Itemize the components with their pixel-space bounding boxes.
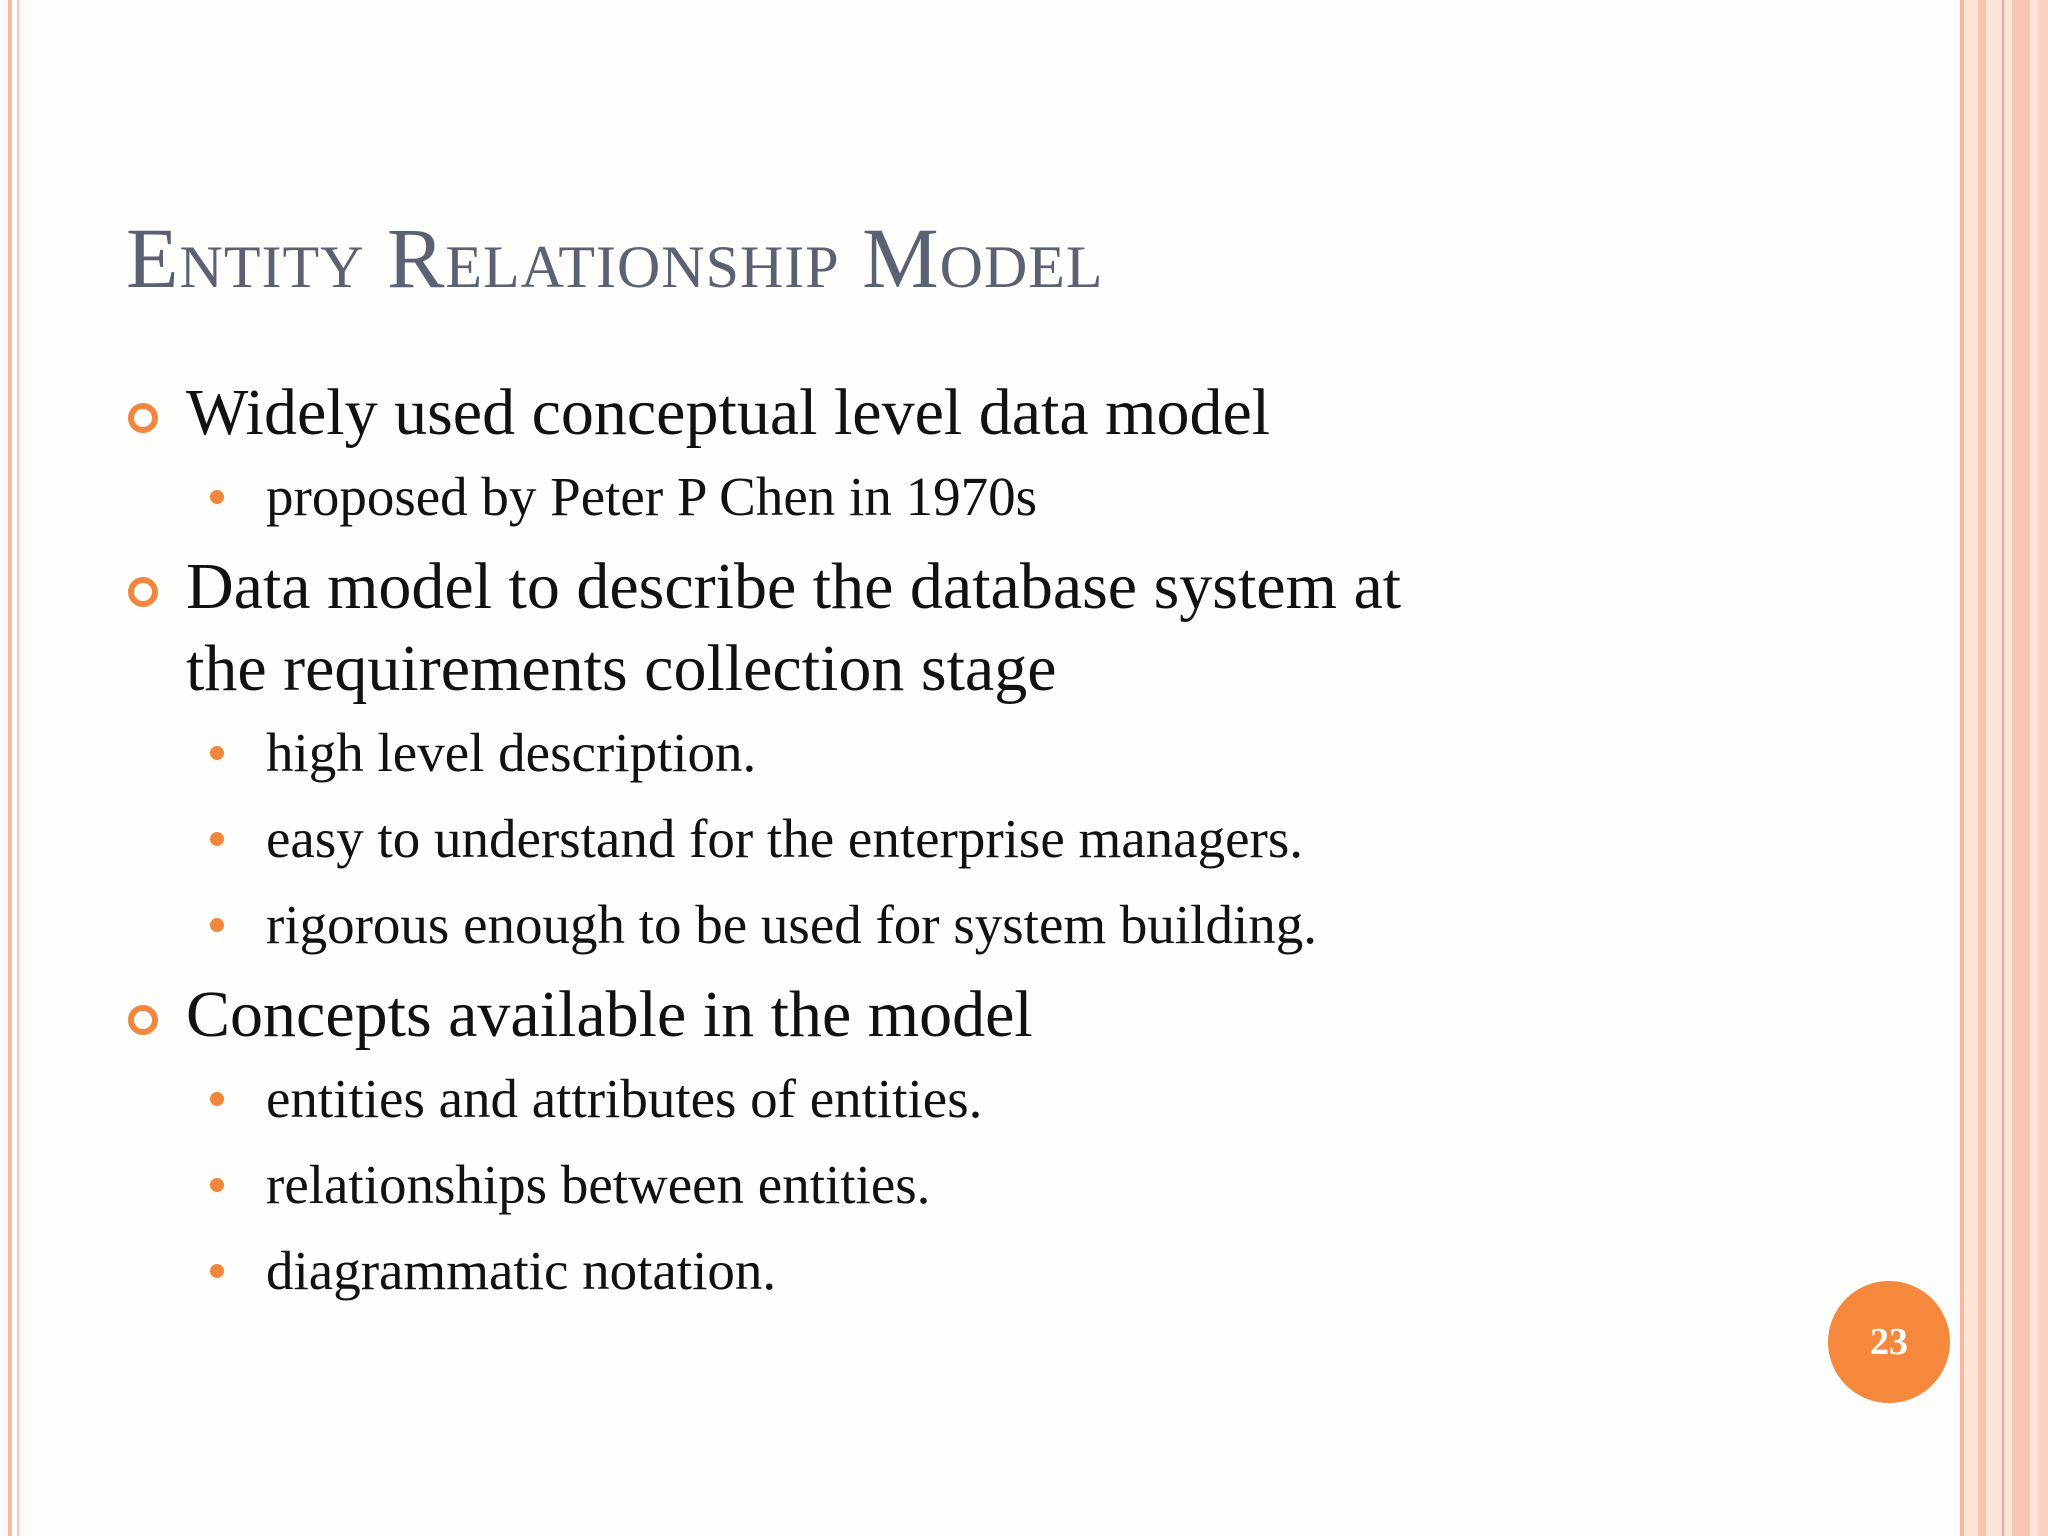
- sub-bullet-item: [126, 1142, 1686, 1228]
- dot-bullet-icon: [210, 1092, 224, 1106]
- bullet-item: [126, 372, 1686, 454]
- right-border-line: [1978, 0, 1986, 1536]
- right-border-line: [2038, 0, 2048, 1536]
- right-border-line: [2002, 0, 2004, 1536]
- sub-bullet-text: diagrammatic notation.: [266, 1240, 777, 1301]
- page-number-badge: 23: [1828, 1281, 1950, 1403]
- right-border-line: [1960, 0, 1964, 1536]
- sub-bullet-text: easy to understand for the enterprise managers.: [266, 808, 1303, 869]
- sub-bullet-item: [126, 1056, 1686, 1142]
- sub-bullet-text: relationships between entities.: [266, 1154, 931, 1215]
- dot-bullet-icon: [210, 746, 224, 760]
- bullet-text: Data model to describe the database system at: [186, 550, 1402, 623]
- ring-bullet-icon: [128, 403, 158, 433]
- sub-bullet-item: [126, 454, 1686, 540]
- left-border-line: [8, 0, 12, 1536]
- sub-bullet-text: proposed by Peter P Chen in 1970s: [266, 466, 1037, 527]
- bullet-text: Concepts available in the model: [186, 978, 1033, 1051]
- sub-bullet-text: entities and attributes of entities.: [266, 1068, 983, 1129]
- sub-bullet-item: [126, 710, 1686, 796]
- ring-bullet-icon: [128, 577, 158, 607]
- sub-bullet-item: [126, 796, 1686, 882]
- dot-bullet-icon: [210, 832, 224, 846]
- sub-bullet-item: [126, 882, 1686, 968]
- dot-bullet-icon: [210, 1178, 224, 1192]
- bullet-text-continued: the requirements collection stage: [186, 632, 1057, 705]
- bullet-text: Widely used conceptual level data model: [186, 376, 1271, 449]
- slide-title: Entity Relationship Model: [126, 210, 1104, 306]
- bullet-item: [126, 974, 1686, 1056]
- bullet-list: [126, 372, 1686, 1314]
- right-border-line: [2012, 0, 2030, 1536]
- sub-bullet-item: [126, 1228, 1686, 1314]
- left-border-line: [17, 0, 19, 1536]
- dot-bullet-icon: [210, 918, 224, 932]
- dot-bullet-icon: [210, 1264, 224, 1278]
- dot-bullet-icon: [210, 490, 224, 504]
- bullet-item: [126, 546, 1686, 710]
- ring-bullet-icon: [128, 1005, 158, 1035]
- sub-bullet-text: rigorous enough to be used for system building.: [266, 894, 1317, 955]
- right-decorative-band: [1960, 0, 2048, 1536]
- sub-bullet-text: high level description.: [266, 722, 757, 783]
